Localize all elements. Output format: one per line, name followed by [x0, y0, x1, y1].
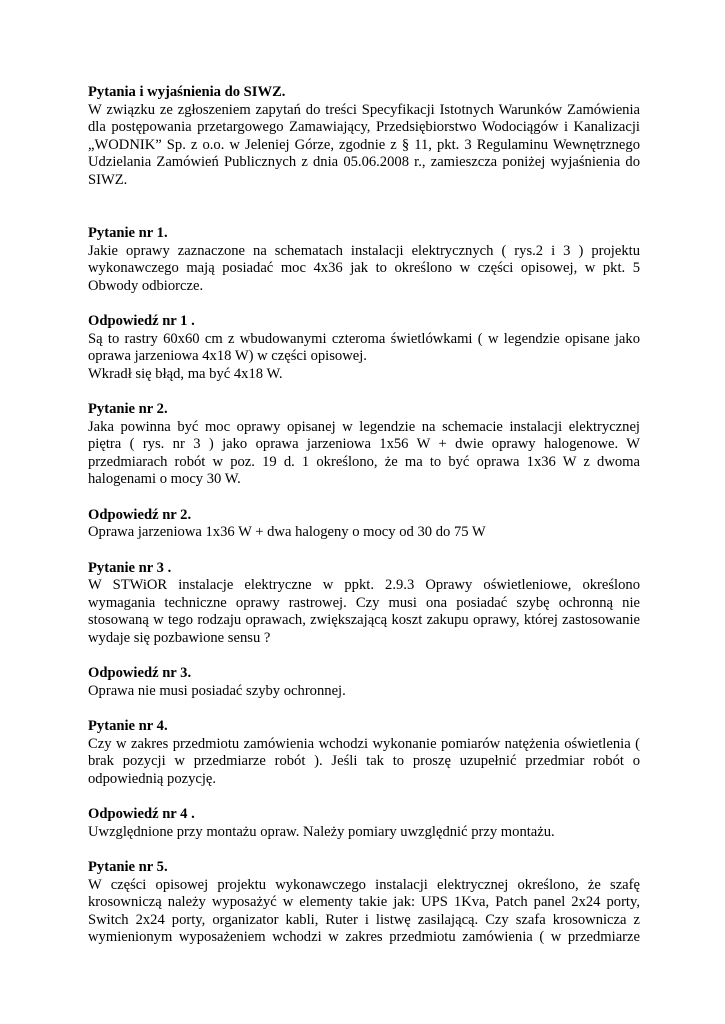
question-1-heading: Pytanie nr 1. [88, 225, 168, 241]
question-1 [88, 225, 640, 295]
answer-4 [88, 806, 640, 841]
answer-3 [88, 665, 640, 700]
question-3-heading: Pytanie nr 3 . [88, 559, 172, 576]
question-5 [88, 859, 640, 947]
answer-2-text: Oprawa jarzeniowa 1x36 W + dwa halogeny o mocy od 30 do 75 W [88, 524, 486, 540]
question-4-heading: Pytanie nr 4. [88, 718, 168, 734]
answer-1 [88, 313, 640, 383]
answer-2-heading: Odpowiedź nr 2. [88, 506, 192, 523]
answer-1-text-2: Wkradł się błąd, ma być 4x18 W. [88, 365, 283, 382]
question-2 [88, 401, 640, 489]
answer-1-text: Są to rastry 60x60 cm z wbudowanymi czteroma świetlówkami ( w legendzie opisane jako oprawa jarzeniowa 4x18 W) w części opisowej. [88, 330, 640, 364]
document-page [88, 84, 640, 947]
document-title: Pytania i wyjaśnienia do SIWZ. [88, 84, 286, 100]
question-4 [88, 718, 640, 788]
answer-2 [88, 507, 640, 542]
answer-3-heading: Odpowiedź nr 3. [88, 665, 192, 681]
answer-1-heading: Odpowiedź nr 1 . [88, 313, 195, 329]
question-5-text: W części opisowej projektu wykonawczego instalacji elektrycznej określono, że szafę krosowniczą należy wyposażyć w elementy takie jak: UPS 1Kva, Patch panel 2x24 porty, Switch 2x24 porty, organizator kabli, Ruter i listwę zasilającą. Czy szafa krosownicza z wymienionym wyposażeniem wchodzi w zakres przedmiotu zamówienia ( w przedmiarze [88, 876, 640, 945]
answer-4-heading: Odpowiedź nr 4 . [88, 806, 195, 822]
answer-4-text: Uwzględnione przy montażu opraw. Należy pomiary uwzględnić przy montażu. [88, 823, 555, 840]
question-2-text: Jaka powinna być moc oprawy opisanej w legendzie na schemacie instalacji elektrycznej piętra ( rys. nr 3 ) jako oprawa jarzeniowa 1x56 W + dwie oprawy halogenowe. W przedmiarach robót w poz. 19 d. 1 określono, że ma to być oprawa 1x36 W z dwoma halogenami o mocy 30 W. [88, 418, 640, 487]
question-1-text: Jakie oprawy zaznaczone na schematach instalacji elektrycznych ( rys.2 i 3 ) projektu wykonawczego mają posiadać moc 4x36 jak to określono w części opisowej, w pkt. 5 Obwody odbiorcze. [88, 242, 640, 294]
question-3 [88, 560, 640, 648]
answer-3-text: Oprawa nie musi posiadać szyby ochronnej. [88, 682, 346, 699]
intro-paragraph: W związku ze zgłoszeniem zapytań do treści Specyfikacji Istotnych Warunków Zamówienia dla postępowania przetargowego Zamawiający, Przedsiębiorstwo Wodociągów i Kanalizacji „WODNIK” Sp. z o.o. w Jeleniej Górze, zgodnie z § 11, pkt. 3 Regulaminu Wewnętrznego Udzielania Zamówień Publicznych z dnia 05.06.2008 r., zamieszcza poniżej wyjaśnienia do SIWZ. [88, 101, 640, 188]
question-5-heading: Pytanie nr 5. [88, 859, 168, 875]
question-3-text: W STWiOR instalacje elektryczne w ppkt. 2.9.3 Oprawy oświetleniowe, określono wymagania techniczne oprawy rastrowej. Czy musi ona posiadać szybę ochronną nie stosowaną w tego rodzaju oprawach, zwiększającą koszt zakupu oprawy, której zastosowanie wydaje się pozbawione sensu ? [88, 577, 640, 646]
question-4-text: Czy w zakres przedmiotu zamówienia wchodzi wykonanie pomiarów natężenia oświetlenia ( brak pozycji w przedmiarze robót ). Jeśli tak to proszę uzupełnić przedmiar robót o odpowiednią pozycję. [88, 735, 640, 787]
question-2-heading: Pytanie nr 2. [88, 401, 168, 417]
